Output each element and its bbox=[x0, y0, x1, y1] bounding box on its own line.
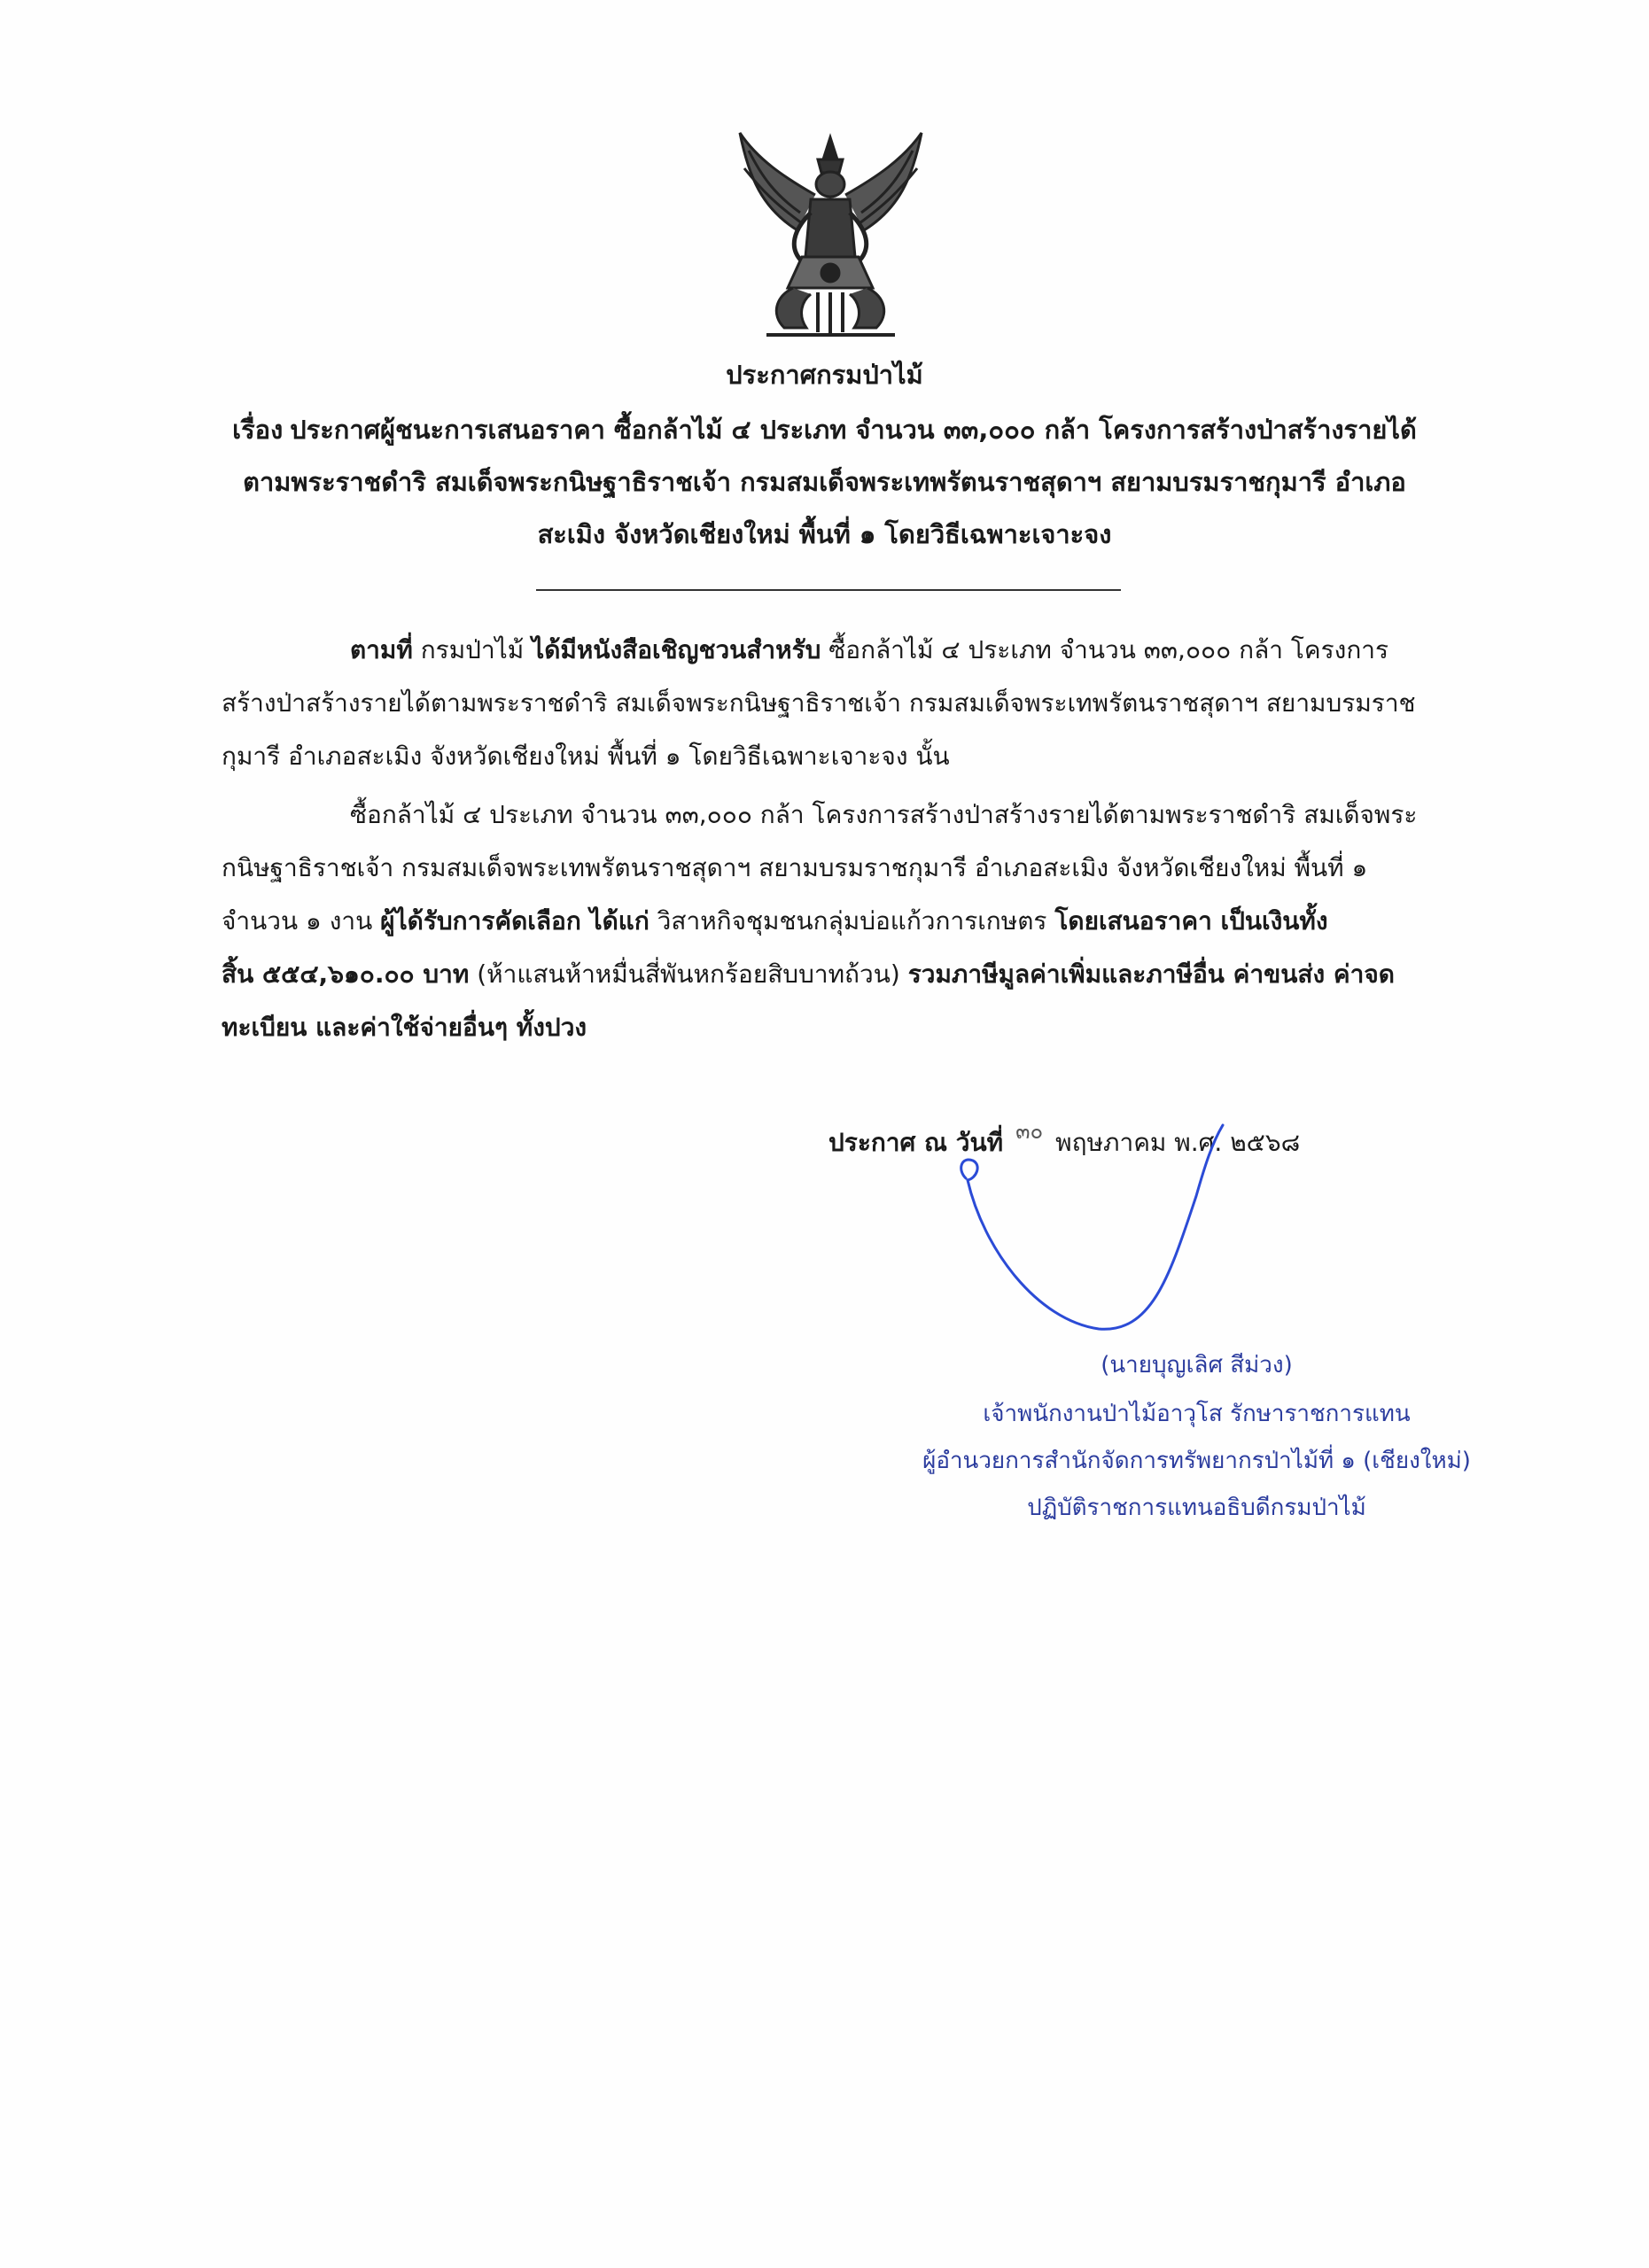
announcement-prefix: ประกาศ ณ วันที่ bbox=[828, 1128, 1004, 1157]
para1-line3: กุมารี อำเภอสะเมิง จังหวัดเชียงใหม่ พื้นที่ ๑ โดยวิธีเฉพาะเจาะจง นั้น bbox=[222, 742, 950, 771]
para2-line4-a: (ห้าแสนห้าหมื่นสี่พันหกร้อยสิบบาทถ้วน) bbox=[469, 959, 908, 989]
signatory-position-3: ปฏิบัติราชการแทนอธิบดีกรมป่าไม้ bbox=[1027, 1495, 1366, 1521]
para2-line2: กนิษฐาธิราชเจ้า กรมสมเด็จพระเทพรัตนราชสุดาฯ สยามบรมราชกุมารี อำเภอสะเมิง จังหวัดเชียงใหม่ พื้นที่ ๑ bbox=[222, 853, 1368, 882]
para2-line1: ซื้อกล้าไม้ ๔ ประเภท จำนวน ๓๓,๐๐๐ กล้า โครงการสร้างป่าสร้างรายได้ตามพระราชดำริ สมเด็จพระ bbox=[350, 800, 1418, 829]
para1-line2: สร้างป่าสร้างรายได้ตามพระราชดำริ สมเด็จพระกนิษฐาธิราชเจ้า กรมสมเด็จพระเทพรัตนราชสุดาฯ สยามบรมราช bbox=[222, 688, 1416, 718]
para2-line4-bold2: รวมภาษีมูลค่าเพิ่มและภาษีอื่น ค่าขนส่ง ค่าจด bbox=[907, 959, 1395, 989]
para2-line3-a: จำนวน ๑ งาน bbox=[222, 906, 381, 936]
para1-text-b: ซื้อกล้าไม้ ๔ ประเภท จำนวน ๓๓,๐๐๐ กล้า โครงการ bbox=[821, 635, 1389, 664]
para2-line3-bold1: ผู้ได้รับการคัดเลือก ได้แก่ bbox=[380, 906, 649, 936]
subject-line-2: ตามพระราชดำริ สมเด็จพระกนิษฐาธิราชเจ้า กรมสมเด็จพระเทพรัตนราชสุดาฯ สยามบรมราชกุมารี อำเภอ bbox=[243, 467, 1406, 497]
signatory-position-2: ผู้อำนวยการสำนักจัดการทรัพยากรป่าไม้ที่ ๑ (เชียงใหม่) bbox=[922, 1448, 1471, 1474]
signatory-position-1: เจ้าพนักงานป่าไม้อาวุโส รักษาราชการแทน bbox=[983, 1401, 1411, 1427]
subject-line-3: สะเมิง จังหวัดเชียงใหม่ พื้นที่ ๑ โดยวิธีเฉพาะเจาะจง bbox=[537, 519, 1112, 549]
subject-prefix: เรื่อง bbox=[232, 415, 284, 445]
announcement-month: พฤษภาคม bbox=[1055, 1128, 1167, 1157]
title-divider bbox=[536, 589, 1121, 591]
subject-text-1: ประกาศผู้ชนะการเสนอราคา ซื้อกล้าไม้ ๔ ประเภท จำนวน ๓๓,๐๐๐ กล้า โครงการสร้างป่าสร้างรายได้ bbox=[290, 415, 1417, 445]
para2-line3-bold2: โดยเสนอราคา เป็นเงินทั้ง bbox=[1054, 906, 1328, 936]
para1-bold-mid: ได้มีหนังสือเชิญชวนสำหรับ bbox=[532, 635, 821, 664]
signatory-name: (นายบุญเลิศ สีม่วง) bbox=[1101, 1352, 1293, 1379]
para1-line1 bbox=[350, 631, 1388, 670]
para2-line4-bold1: สิ้น ๕๕๔,๖๑๐.๐๐ บาท bbox=[222, 959, 470, 989]
announcement-year: พ.ศ. ๒๕๖๘ bbox=[1174, 1128, 1301, 1157]
document-title: ประกาศกรมป่าไม้ bbox=[726, 360, 923, 390]
para2-line5: ทะเบียน และค่าใช้จ่ายอื่นๆ ทั้งปวง bbox=[222, 1013, 587, 1042]
handwritten-signature bbox=[930, 1116, 1267, 1347]
subject-line-1 bbox=[0, 409, 1649, 450]
para2-line3-b: วิสาหกิจชุมชนกลุ่มบ่อแก้วการเกษตร bbox=[649, 906, 1055, 936]
para1-text-a: กรมป่าไม้ bbox=[412, 635, 533, 664]
para1-bold-lead: ตามที่ bbox=[350, 635, 413, 664]
garuda-emblem-icon bbox=[722, 124, 939, 341]
announcement-day: ๓๐ bbox=[1015, 1119, 1044, 1144]
para2-line3 bbox=[222, 902, 1328, 941]
para2-line4 bbox=[222, 955, 1395, 994]
